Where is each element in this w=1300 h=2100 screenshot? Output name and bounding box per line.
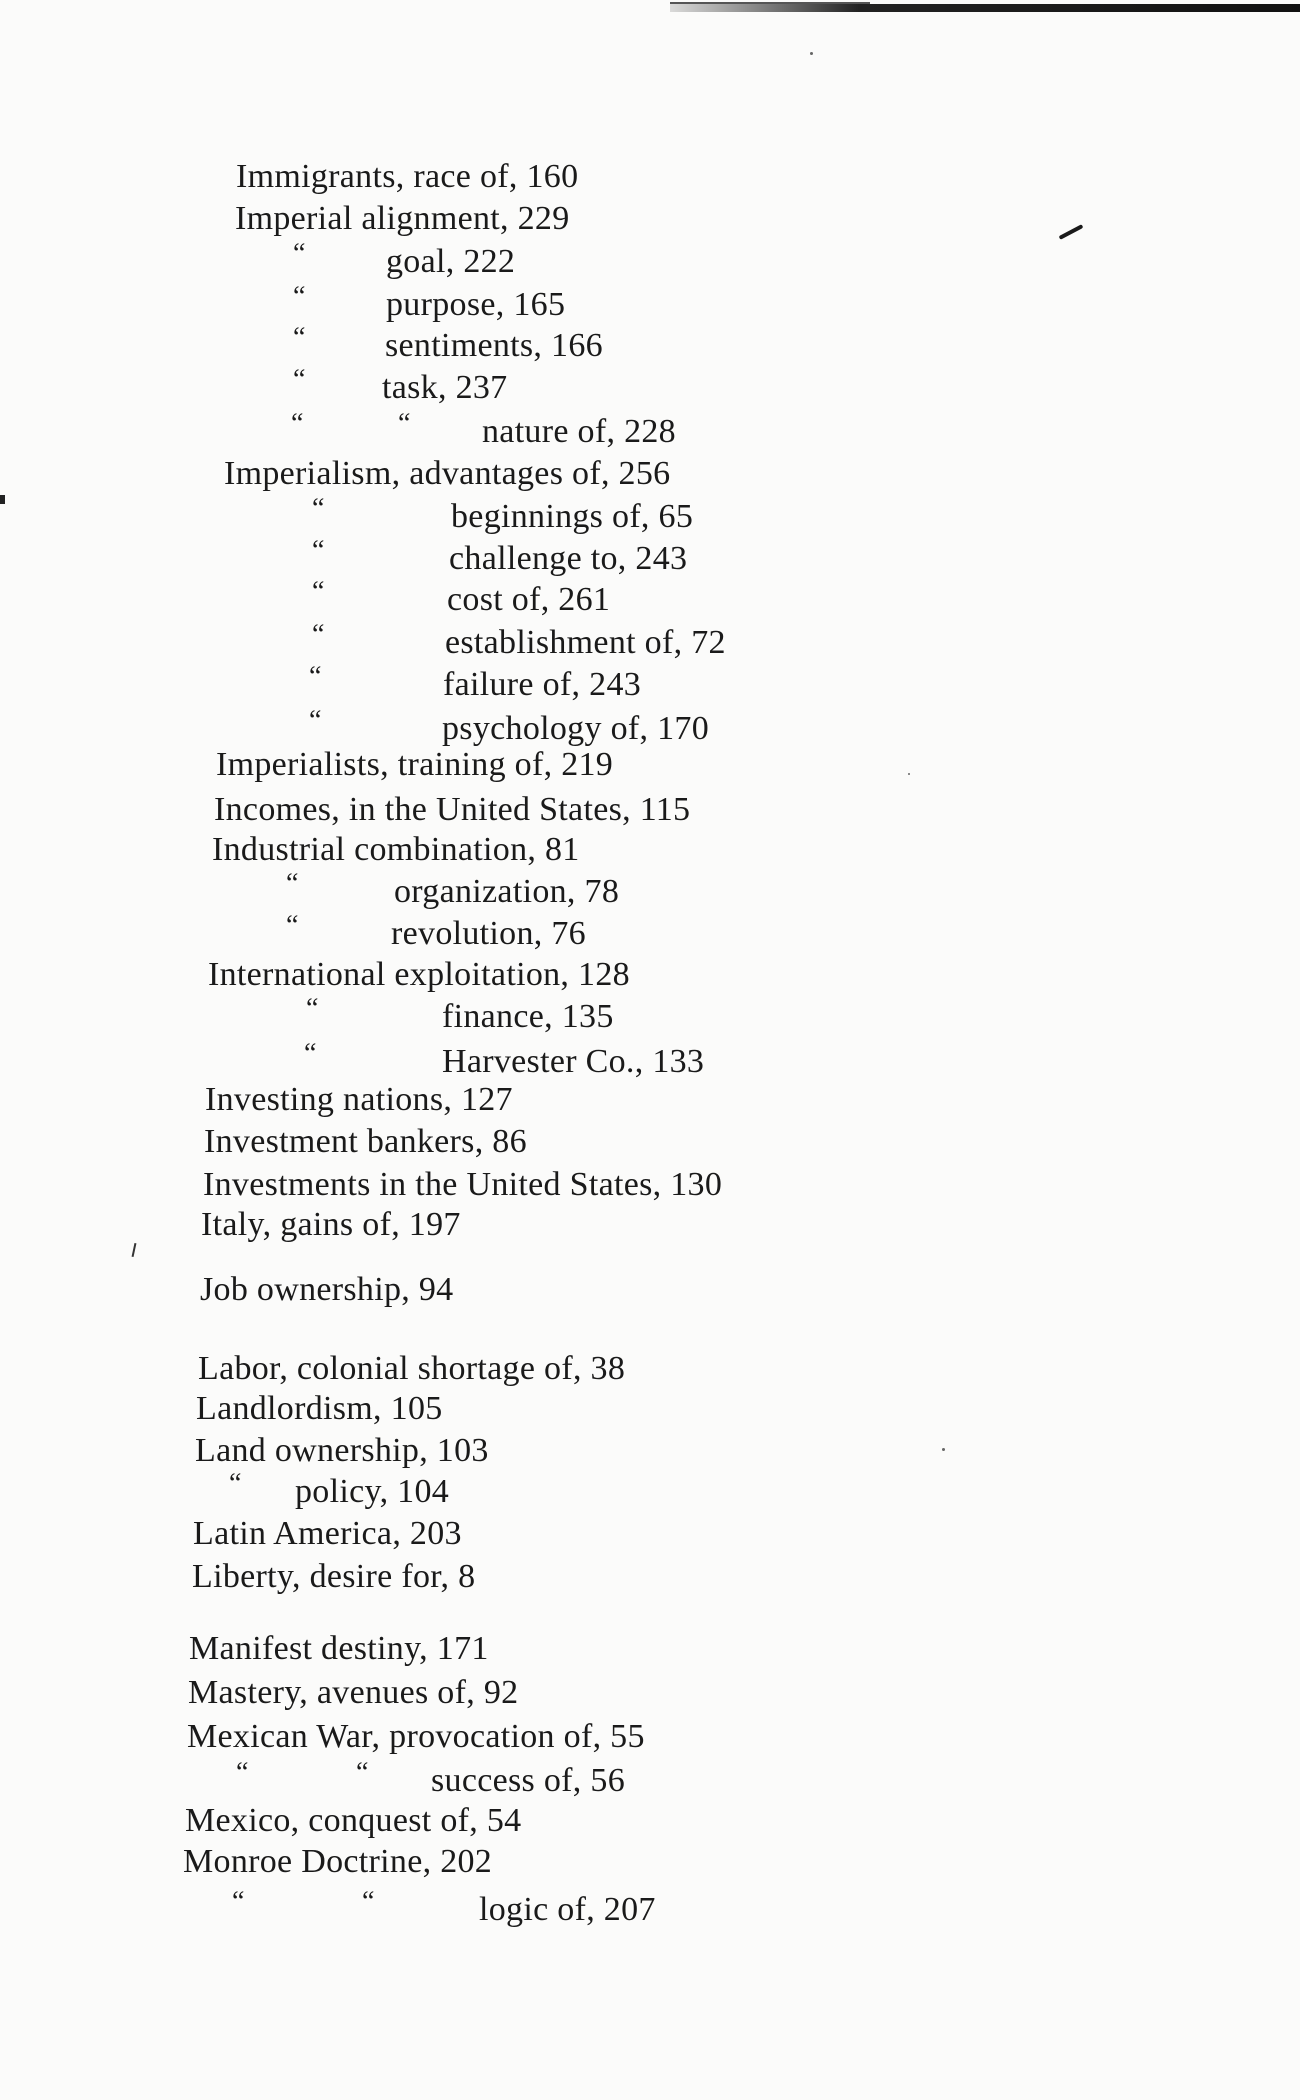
index-entry: task, 237 [382,369,508,406]
index-entry: challenge to, 243 [449,540,688,577]
index-entry: Mastery, avenues of, 92 [188,1674,519,1711]
index-entry: revolution, 76 [391,915,586,952]
index-entry: nature of, 228 [482,413,676,450]
index-entry: Imperialists, training of, 219 [216,746,614,783]
index-entry: psychology of, 170 [442,710,709,747]
index-entry: Liberty, desire for, 8 [192,1558,476,1595]
index-entry: finance, 135 [442,998,614,1035]
index-entry: Land ownership, 103 [195,1432,489,1469]
index-entry: Mexico, conquest of, 54 [185,1802,522,1839]
index-entry: Job ownership, 94 [200,1271,454,1308]
ditto-mark: “ [293,281,308,312]
index-entry: Mexican War, provocation of, 55 [187,1718,645,1755]
index-entry: logic of, 207 [479,1891,656,1928]
index-entry: Imperial alignment, 229 [235,200,570,237]
index-entry: success of, 56 [431,1762,625,1799]
index-entry: establishment of, 72 [445,624,726,661]
index-entry: Manifest destiny, 171 [189,1630,489,1667]
index-entry: cost of, 261 [447,581,611,618]
index-entry: Investments in the United States, 130 [203,1166,723,1203]
ditto-mark: “ [236,1757,251,1788]
ditto-mark: “ [398,408,413,439]
index-entry: Immigrants, race of, 160 [236,158,579,195]
ditto-mark: “ [312,535,327,566]
index-entry: policy, 104 [295,1473,450,1510]
ditto-mark: “ [293,238,308,269]
index-entry: Industrial combination, 81 [212,831,580,868]
ditto-mark: “ [286,868,301,899]
ditto-mark: “ [306,993,321,1024]
ditto-mark: “ [312,576,327,607]
index-entry: Investing nations, 127 [205,1081,513,1118]
ditto-mark: “ [309,661,324,692]
index-entry: purpose, 165 [386,286,566,323]
index-entry: failure of, 243 [443,666,642,703]
ditto-mark: “ [309,705,324,736]
ditto-mark: “ [232,1886,247,1917]
index-entry: Imperialism, advantages of, 256 [224,455,671,492]
ditto-mark: “ [293,364,308,395]
index-entry: goal, 222 [386,243,516,280]
ditto-mark: “ [286,910,301,941]
index-entry: beginnings of, 65 [451,498,694,535]
ditto-mark: “ [229,1468,244,1499]
index-entry: Latin America, 203 [193,1515,462,1552]
ditto-mark: “ [312,619,327,650]
index-entry: Harvester Co., 133 [442,1043,705,1080]
index-entry: Monroe Doctrine, 202 [183,1843,493,1880]
index-entry: Investment bankers, 86 [204,1123,527,1160]
index-entry: sentiments, 166 [385,327,603,364]
ditto-mark: “ [293,322,308,353]
ditto-mark: “ [312,493,327,524]
index-entry: Italy, gains of, 197 [201,1206,461,1243]
index-entry: International exploitation, 128 [208,956,630,993]
ditto-mark: “ [356,1757,371,1788]
index-entry: Incomes, in the United States, 115 [214,791,691,828]
index-entry: organization, 78 [394,873,620,910]
index-entry: Labor, colonial shortage of, 38 [198,1350,626,1387]
ditto-mark: “ [291,408,306,439]
ditto-mark: “ [304,1038,319,1069]
ditto-mark: “ [362,1886,377,1917]
index-entry: Landlordism, 105 [196,1390,443,1427]
